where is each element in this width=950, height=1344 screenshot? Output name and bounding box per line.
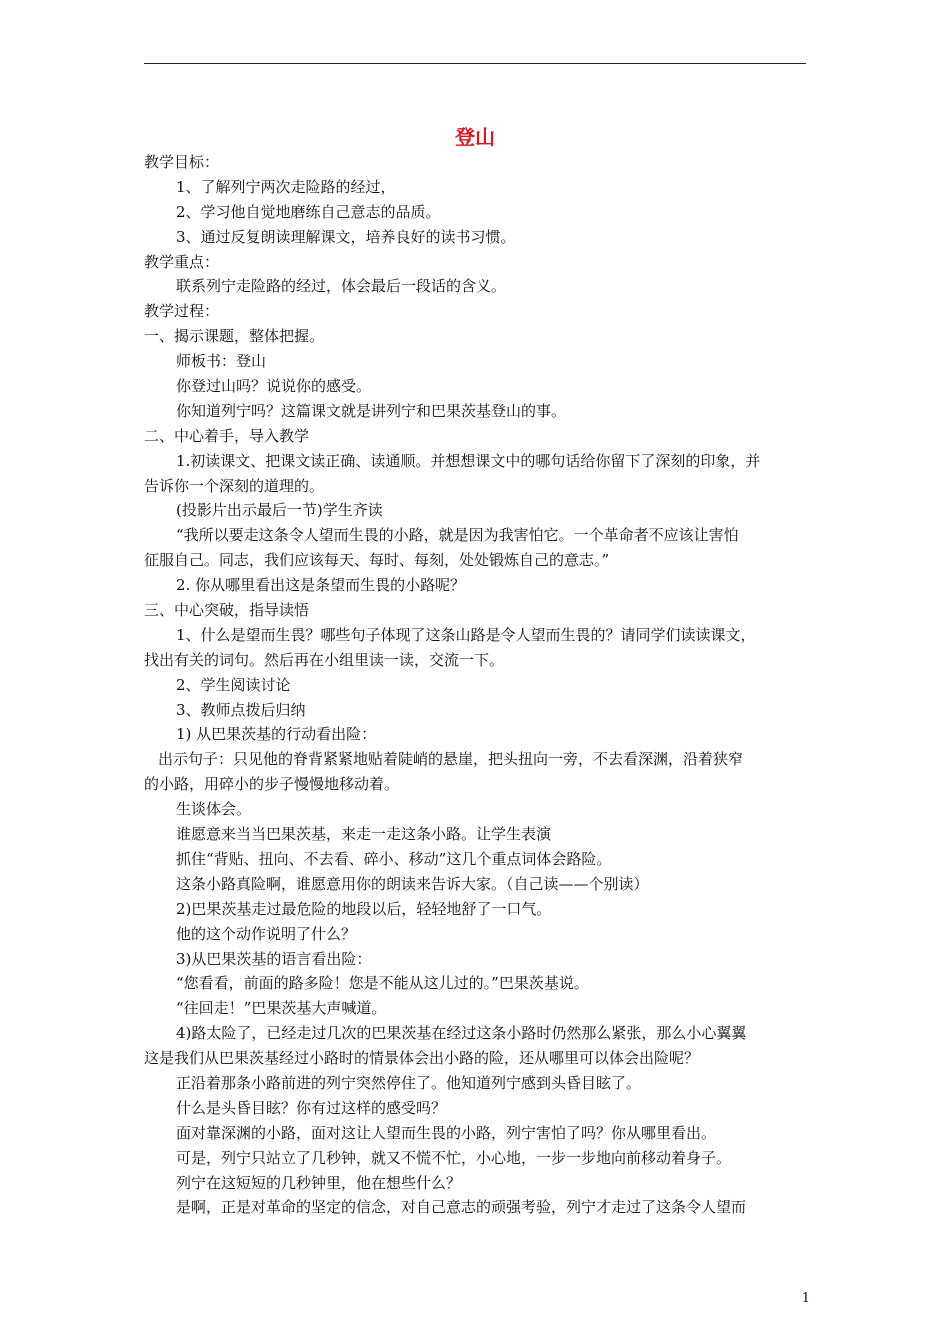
text-line: 1) 从巴果茨基的行动看出险：	[176, 725, 377, 744]
text-line: 征服自己。同志，我们应该每天、每时、每刻，处处锻炼自己的意志。”	[144, 551, 610, 570]
text-line: “往回走！”巴果茨基大声喊道。	[176, 999, 387, 1018]
text-line: (投影片出示最后一节)学生齐读	[176, 501, 383, 520]
text-line: 什么是头昏目眩？你有过这样的感受吗？	[176, 1098, 447, 1117]
text-line: 教学过程：	[144, 302, 220, 321]
text-line: 是啊，正是对革命的坚定的信念，对自己意志的顽强考验，列宁才走过了这条令人望而	[176, 1198, 747, 1217]
text-line: 2、学习他自觉地磨练自己意志的品质。	[176, 202, 441, 221]
text-line: 1.初读课文、把课文读正确、读通顺。并想想课文中的哪句话给你留下了深刻的印象，并	[176, 451, 761, 470]
text-line: 出示句子：只见他的脊背紧紧地贴着陡峭的悬崖，把头扭向一旁，不去看深渊，沿着狭窄	[158, 750, 744, 769]
text-line: 他的这个动作说明了什么？	[176, 924, 357, 943]
text-line: 3)从巴果茨基的语言看出险：	[176, 949, 372, 968]
header-rule	[144, 63, 806, 64]
page-number: 1	[801, 1291, 810, 1306]
document-title: 登山	[455, 125, 495, 149]
text-line: 三、中心突破，指导读悟	[144, 601, 310, 620]
text-line: 你登过山吗？说说你的感受。	[176, 377, 372, 396]
text-line: 列宁在这短短的几秒钟里，他在想些什么？	[176, 1173, 462, 1192]
text-line: “我所以要走这条令人望而生畏的小路，就是因为我害怕它。一个革命者不应该让害怕	[176, 526, 739, 545]
text-line: 1、什么是望而生畏？哪些句子体现了这条山路是令人望而生畏的？请同学们读读课文，	[176, 625, 756, 644]
text-line: 面对靠深渊的小路，面对这让人望而生畏的小路，列宁害怕了吗？你从哪里看出。	[176, 1123, 717, 1142]
text-line: 你知道列宁吗？这篇课文就是讲列宁和巴果茨基登山的事。	[176, 401, 567, 420]
text-line: 这是我们从巴果茨基经过小路时的情景体会出小路的险，还从哪里可以体会出险呢？	[144, 1049, 700, 1068]
text-line: 可是，列宁只站立了几秒钟，就又不慌不忙，小心地，一步一步地向前移动着身子。	[176, 1148, 732, 1167]
text-line: 3、通过反复朗读理解课文，培养良好的读书习惯。	[176, 227, 516, 246]
text-line: 教学重点：	[144, 252, 220, 271]
text-line: 一、揭示课题，整体把握。	[144, 327, 325, 346]
text-line: 告诉你一个深刻的道理的。	[144, 476, 325, 495]
text-line: 2)巴果茨基走过最危险的地段以后，轻轻地舒了一口气。	[176, 899, 552, 918]
text-line: 2. 你从哪里看出这是条望而生畏的小路呢？	[176, 576, 466, 595]
text-line: 生谈体会。	[176, 800, 252, 819]
document-body	[144, 150, 816, 1220]
text-line: 教学目标：	[144, 153, 220, 171]
text-line: “您看看，前面的路多险！您是不能从这儿过的。”巴果茨基说。	[176, 974, 589, 993]
text-line: 谁愿意来当当巴果茨基，来走一走这条小路。让学生表演	[176, 825, 552, 844]
text-line: 二、中心着手，导入教学	[144, 426, 310, 445]
text-line: 4)路太险了，已经走过几次的巴果茨基在经过这条小路时仍然那么紧张，那么小心翼翼	[176, 1024, 747, 1043]
text-line: 抓住“背贴、扭向、不去看、碎小、移动”这几个重点词体会路险。	[176, 849, 612, 868]
text-line: 的小路，用碎小的步子慢慢地移动着。	[144, 775, 400, 794]
text-line: 1、了解列宁两次走险路的经过，	[176, 177, 396, 196]
text-line: 联系列宁走险路的经过，体会最后一段话的含义。	[176, 277, 507, 296]
text-line: 这条小路真险啊，谁愿意用你的朗读来告诉大家。（自己读——个别读）	[176, 874, 649, 893]
text-line: 找出有关的词句。然后再在小组里读一读，交流一下。	[144, 650, 505, 669]
text-line: 3、教师点拨后归纳	[176, 700, 306, 719]
text-line: 2、学生阅读讨论	[176, 675, 291, 694]
text-line: 师板书：登山	[176, 352, 267, 371]
text-line: 正沿着那条小路前进的列宁突然停住了。他知道列宁感到头昏目眩了。	[176, 1073, 642, 1092]
